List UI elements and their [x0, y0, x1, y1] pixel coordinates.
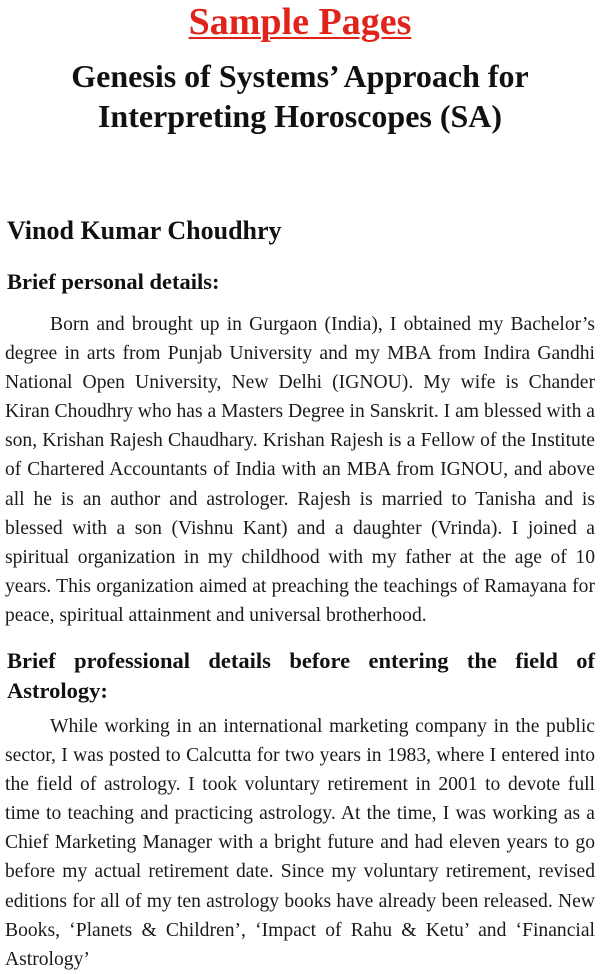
sample-pages-banner: Sample Pages	[188, 1, 412, 43]
author-name: Vinod Kumar Choudhry	[7, 216, 282, 245]
book-title-line-2: Interpreting Horoscopes (SA)	[97, 98, 503, 134]
personal-details-heading: Brief personal details:	[7, 269, 220, 294]
book-title-line-1: Genesis of Systems’ Approach for	[71, 58, 529, 94]
professional-details-heading: Brief professional details before entering the field of Astrology:	[7, 648, 595, 703]
professional-details-paragraph: While working in an international marketing company in the public sector, I was posted to Calcutta for two years in 1983, where I entered into the field of astrology. I took voluntary retirement in 2001 to devote full time to teaching and practicing astrology. At the time, I was working as a Chief Marketing Manager with a bright future and had eleven years to go before my actual retirement date. Since my voluntary retirement, revised editions for all of my ten astrology books have already been released. New Books, ‘Planets & Children’, ‘Impact of Rahu & Ketu’ and ‘Financial Astrology’	[5, 716, 595, 970]
personal-details-paragraph: Born and brought up in Gurgaon (India), I obtained my Bachelor’s degree in arts from Punjab University and my MBA from Indira Gandhi National Open University, New Delhi (IGNOU). My wife is Chander Kiran Choudhry who has a Masters Degree in Sanskrit. I am blessed with a son, Krishan Rajesh Chaudhary. Krishan Rajesh is a Fellow of the Institute of Chartered Accountants of India with an MBA from IGNOU, and above all he is an author and astrologer. Rajesh is married to Tanisha and is blessed with a son (Vishnu Kant) and a daughter (Vrinda). I joined a spiritual organization in my childhood with my father at the age of 10 years. This organization aimed at preaching the teachings of Ramayana for peace, spiritual attainment and universal brotherhood.	[5, 314, 595, 626]
book-title	[0, 56, 600, 136]
